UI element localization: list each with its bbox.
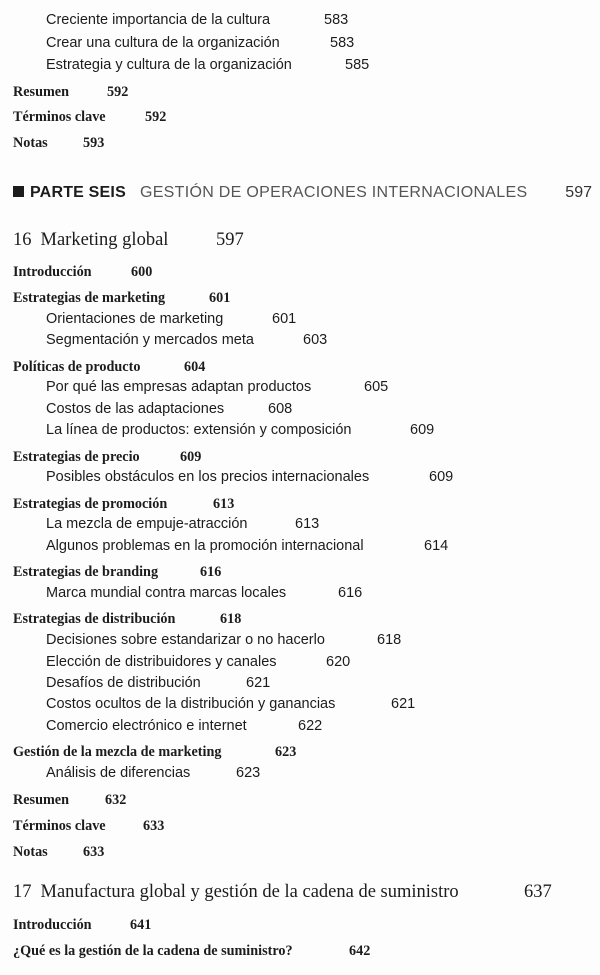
toc-subsection-title: Marca mundial contra marcas locales [46, 585, 287, 601]
toc-subsection-title: Análisis de diferencias [46, 765, 191, 781]
toc-subsection-title: Algunos problemas en la promoción internacional [46, 538, 364, 554]
page-number: 613 [295, 516, 320, 532]
page-number: 609 [410, 422, 435, 438]
page-number: 642 [349, 943, 371, 959]
toc-section [13, 792, 127, 809]
toc-subsection [46, 12, 349, 28]
toc-subsection-title: Posibles obstáculos en los precios internacionales [46, 469, 370, 485]
chapter-title: Marketing global [40, 230, 169, 250]
toc-subsection [46, 538, 449, 554]
toc-section [13, 359, 206, 376]
page-number: 592 [107, 84, 129, 100]
chapter-number: 16 [13, 230, 32, 250]
chapter-heading [13, 882, 552, 903]
page-number: 609 [429, 469, 454, 485]
page-number: 603 [303, 332, 328, 348]
page-number: 622 [298, 718, 323, 734]
page-number: 583 [330, 35, 355, 51]
toc-subsection [46, 585, 363, 601]
page-number: 597 [216, 230, 244, 250]
toc-section-title: Resumen [13, 84, 69, 100]
page-number: 621 [246, 675, 271, 691]
chapter-number: 17 [13, 882, 32, 902]
toc-section [13, 449, 202, 466]
toc-subsection [46, 654, 351, 670]
page-number: 618 [377, 632, 402, 648]
page-number: 605 [364, 379, 389, 395]
part-label: PARTE SEIS [30, 184, 126, 201]
page-number: 601 [272, 311, 297, 327]
toc-subsection [46, 379, 389, 395]
toc-subsection-title: Costos de las adaptaciones [46, 401, 225, 417]
page-number: 601 [209, 290, 231, 306]
page-number: 641 [130, 917, 152, 933]
part-heading [13, 184, 592, 202]
toc-section [13, 611, 242, 628]
page-number: 600 [131, 264, 153, 280]
toc-section-title: Estrategias de marketing [13, 290, 166, 306]
page-number: 608 [268, 401, 293, 417]
page-number: 613 [213, 496, 235, 512]
toc-subsection-title: Decisiones sobre estandarizar o no hacerlo [46, 632, 325, 648]
toc-subsection [46, 332, 328, 348]
page-number: 614 [424, 538, 449, 554]
toc-subsection-title: Desafíos de distribución [46, 675, 201, 691]
toc-subsection-title: Estrategia y cultura de la organización [46, 57, 292, 73]
page-number: 632 [105, 792, 127, 808]
toc-section [13, 84, 129, 101]
chapter-heading [13, 230, 244, 251]
toc-subsection [46, 422, 435, 438]
page-number: 593 [83, 135, 105, 151]
toc-section [13, 943, 371, 960]
toc-subsection [46, 765, 261, 781]
toc-section-title: Notas [13, 844, 48, 860]
toc-subsection [46, 632, 402, 648]
page-number: 597 [565, 184, 592, 201]
toc-section-title: Introducción [13, 264, 92, 280]
page-number: 623 [275, 744, 297, 760]
square-bullet-icon [13, 186, 24, 197]
page-number: 633 [143, 818, 165, 834]
page-number: 621 [391, 696, 416, 712]
page-number: 616 [338, 585, 363, 601]
toc-section [13, 264, 153, 281]
toc-subsection-title: Orientaciones de marketing [46, 311, 224, 327]
toc-section [13, 744, 297, 761]
page-number: 609 [180, 449, 202, 465]
toc-subsection [46, 675, 271, 691]
toc-subsection-title: La mezcla de empuje-atracción [46, 516, 248, 532]
toc-subsection [46, 35, 355, 51]
toc-section [13, 917, 152, 934]
toc-section [13, 109, 167, 126]
toc-section [13, 135, 105, 152]
toc-subsection-title: Comercio electrónico e internet [46, 718, 247, 734]
page-number: 620 [326, 654, 351, 670]
toc-subsection [46, 469, 454, 485]
toc-section-title: Estrategias de promoción [13, 496, 168, 512]
page-number: 583 [324, 12, 349, 28]
toc-section [13, 496, 235, 513]
toc-section [13, 290, 231, 307]
toc-subsection-title: Crear una cultura de la organización [46, 35, 280, 51]
toc-subsection [46, 696, 416, 712]
toc-subsection-title: Elección de distribuidores y canales [46, 654, 277, 670]
toc-section-title: Términos clave [13, 109, 106, 125]
toc-subsection-title: Por qué las empresas adaptan productos [46, 379, 312, 395]
toc-subsection [46, 57, 370, 73]
toc-subsection [46, 718, 323, 734]
page-number: 633 [83, 844, 105, 860]
toc-subsection-title: Costos ocultos de la distribución y ganancias [46, 696, 336, 712]
toc-section-title: Términos clave [13, 818, 106, 834]
chapter-title: Manufactura global y gestión de la cadena de suministro [40, 882, 459, 902]
page-number: 616 [200, 564, 222, 580]
toc-section [13, 818, 165, 835]
page-number: 604 [184, 359, 206, 375]
toc-subsection-title: La línea de productos: extensión y composición [46, 422, 352, 438]
toc-subsection [46, 516, 320, 532]
toc-section-title: Estrategias de precio [13, 449, 140, 465]
toc-section-title: Políticas de producto [13, 359, 141, 375]
toc-section-title: Estrategias de distribución [13, 611, 176, 627]
toc-section-title: Introducción [13, 917, 92, 933]
page-number: 618 [220, 611, 242, 627]
toc-section-title: Estrategias de branding [13, 564, 159, 580]
page-number: 585 [345, 57, 370, 73]
part-title: GESTIÓN DE OPERACIONES INTERNACIONALES [139, 184, 528, 201]
toc-subsection-title: Creciente importancia de la cultura [46, 12, 271, 28]
toc-section-title: ¿Qué es la gestión de la cadena de suministro? [13, 943, 293, 959]
toc-subsection-title: Segmentación y mercados meta [46, 332, 254, 348]
toc-section [13, 844, 105, 861]
toc-section-title: Notas [13, 135, 48, 151]
page-number: 592 [145, 109, 167, 125]
toc-subsection [46, 401, 293, 417]
page-number: 623 [236, 765, 261, 781]
toc-subsection [46, 311, 297, 327]
toc-section [13, 564, 222, 581]
toc-section-title: Resumen [13, 792, 69, 808]
toc-section-title: Gestión de la mezcla de marketing [13, 744, 222, 760]
page-number: 637 [524, 882, 552, 902]
